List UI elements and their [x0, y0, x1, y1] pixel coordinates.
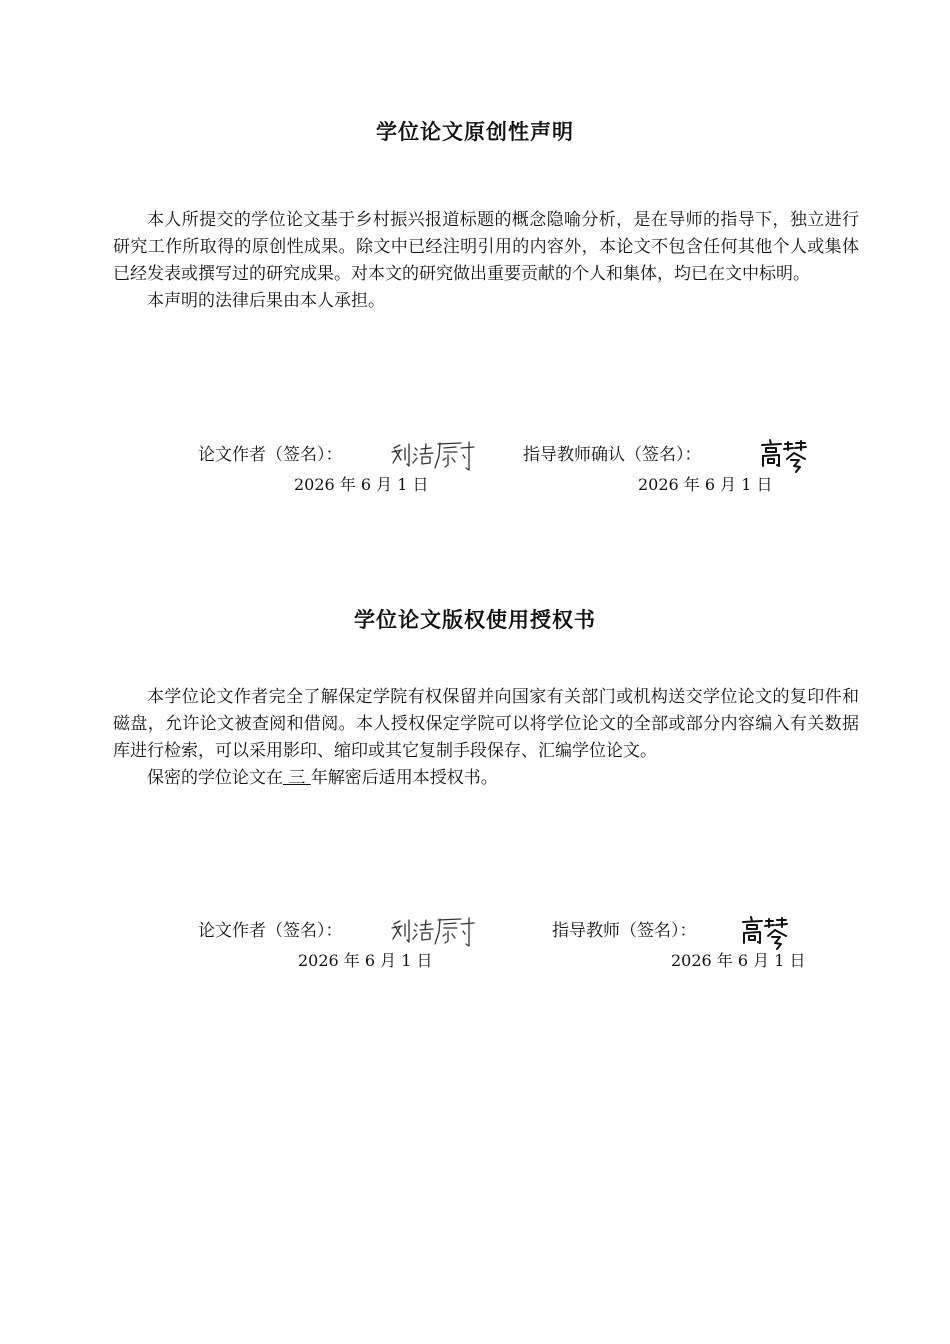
- originality-advisor-date: 2026 年 6 月 1 日: [638, 475, 773, 494]
- authorization-paragraph-2: [113, 765, 859, 792]
- authorization-author-date: 2026 年 6 月 1 日: [298, 951, 433, 970]
- authorization-body: [113, 684, 859, 792]
- handwritten-signature-icon: [740, 913, 792, 951]
- authorization-paragraph-1: 本学位论文作者完全了解保定学院有权保留并向国家有关部门或机构送交学位论文的复印件和磁盘，允许论文被查阅和借阅。本人授权保定学院可以将学位论文的全部或部分内容编入有关数据库进行检索，可以采用影印、缩印或其它复制手段保存、汇编学位论文。: [113, 687, 859, 761]
- authorization-title: 学位论文版权使用授权书: [354, 608, 596, 632]
- authorization-advisor-date: 2026 年 6 月 1 日: [671, 951, 806, 970]
- originality-body: [113, 207, 859, 315]
- originality-paragraph-2: 本声明的法律后果由本人承担。: [147, 291, 385, 311]
- authorization-suffix: 年解密后适用本授权书。: [310, 768, 498, 788]
- originality-author-label: 论文作者（签名）：: [198, 445, 343, 465]
- handwritten-signature-icon: [759, 436, 811, 474]
- confidential-years: 三: [288, 768, 306, 788]
- originality-advisor-signature: [759, 436, 811, 474]
- originality-advisor-label: 指导教师确认（签名）：: [523, 445, 702, 465]
- authorization-advisor-signature: [740, 913, 792, 951]
- authorization-advisor-label: 指导教师（签名）：: [552, 921, 697, 941]
- originality-paragraph-1: 本人所提交的学位论文基于乡村振兴报道标题的概念隐喻分析，是在导师的指导下，独立进行研究工作所取得的原创性成果。除文中已经注明引用的内容外，本论文不包含任何其他个人或集体已经发表或撰写过的研究成果。对本文的研究做出重要贡献的个人和集体，均已在文中标明。: [113, 210, 859, 284]
- authorization-author-label: 论文作者（签名）：: [198, 921, 343, 941]
- authorization-prefix: 保密的学位论文在: [147, 768, 283, 788]
- originality-author-date: 2026 年 6 月 1 日: [294, 475, 429, 494]
- originality-title: 学位论文原创性声明: [376, 120, 574, 144]
